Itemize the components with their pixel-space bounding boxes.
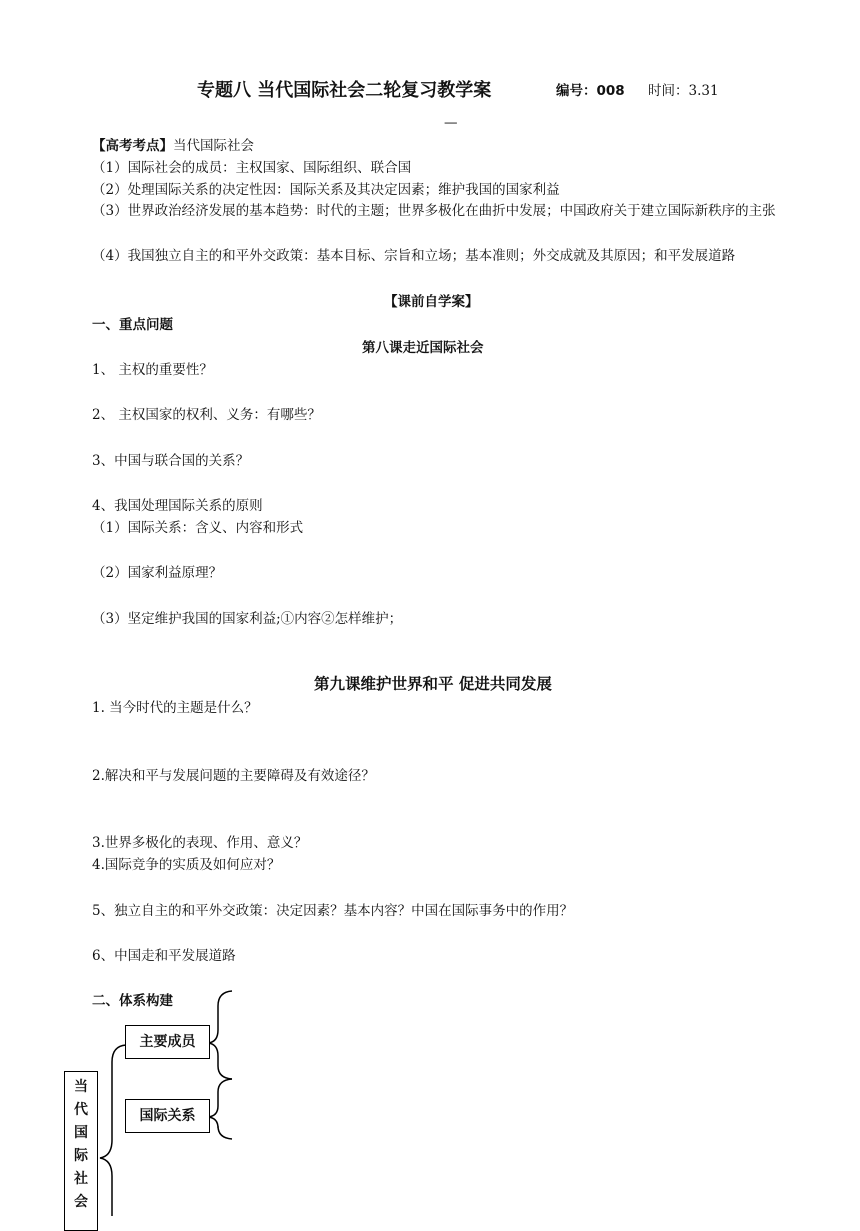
doc-time: 时间：3.31 xyxy=(648,83,719,99)
lesson9-question-3: 3.世界多极化的表现、作用、意义？ xyxy=(92,835,308,851)
exam-points-label: 【高考考点】 xyxy=(92,138,173,154)
root-char-5: 社 xyxy=(74,1171,88,1187)
lesson9-question-5: 5、独立自主的和平外交政策：决定因素？基本内容？中国在国际事务中的作用？ xyxy=(92,903,574,919)
relations-brace xyxy=(208,1079,232,1139)
lesson9-title: 第九课维护世界和平 促进共同发展 xyxy=(314,675,552,693)
exam-point-4: （4）我国独立自主的和平外交政策：基本目标、宗旨和立场；基本准则；外交成就及其原因；和平发展道路 xyxy=(92,248,736,264)
root-char-6: 会 xyxy=(74,1194,88,1210)
root-char-4: 际 xyxy=(74,1148,88,1164)
lesson8-question-4: 4、我国处理国际关系的原则 xyxy=(92,498,263,514)
lesson8-question-1: 1、 主权的重要性？ xyxy=(92,362,213,378)
page-title: 专题八 当代国际社会二轮复习教学案 xyxy=(197,80,492,101)
lesson8-question-4-1: （1）国际关系：含义、内容和形式 xyxy=(92,520,304,536)
exam-point-1: （1）国际社会的成员：主权国家、国际组织、联合国 xyxy=(92,160,412,176)
exam-point-3: （3）世界政治经济发展的基本趋势：时代的主题；世界多极化在曲折中发展；中国政府关于建立国际新秩序的主张 xyxy=(92,203,776,219)
dash-mark: — xyxy=(444,115,458,131)
root-char-2: 代 xyxy=(74,1102,88,1118)
lesson9-question-6: 6、中国走和平发展道路 xyxy=(92,948,236,964)
lesson8-question-3: 3、中国与联合国的关系？ xyxy=(92,453,250,469)
lesson9-question-4: 4.国际竞争的实质及如何应对？ xyxy=(92,857,281,873)
exam-point-2: （2）处理国际关系的决定性因：国际关系及其决定因素；维护我国的国家利益 xyxy=(92,182,560,198)
lesson9-question-1: 1. 当今时代的主题是什么？ xyxy=(92,700,258,716)
section-one-heading: 一、重点问题 xyxy=(92,317,173,333)
doc-number: 编号：008 xyxy=(556,83,625,99)
lesson8-question-2: 2、 主权国家的权利、义务：有哪些？ xyxy=(92,407,321,423)
lesson9-question-2: 2.解决和平与发展问题的主要障碍及有效途径？ xyxy=(92,768,375,784)
exam-points-topic: 当代国际社会 xyxy=(173,138,254,154)
root-char-3: 国 xyxy=(74,1125,88,1141)
diagram-box-relations: 国际关系 xyxy=(125,1099,210,1133)
lesson8-question-4-3: （3）坚定维护我国的国家利益;①内容②怎样维护； xyxy=(92,611,403,627)
section-two-heading: 二、体系构建 xyxy=(92,993,173,1009)
root-char-1: 当 xyxy=(74,1079,88,1095)
members-brace xyxy=(208,991,232,1079)
lesson8-title: 第八课走近国际社会 xyxy=(362,340,484,356)
diagram-root-box xyxy=(64,1071,98,1231)
diagram-box-members: 主要成员 xyxy=(125,1025,210,1059)
lesson8-question-4-2: （2）国家利益原理？ xyxy=(92,565,223,581)
pre-class-heading: 【课前自学案】 xyxy=(384,294,479,310)
root-brace xyxy=(100,1045,126,1216)
